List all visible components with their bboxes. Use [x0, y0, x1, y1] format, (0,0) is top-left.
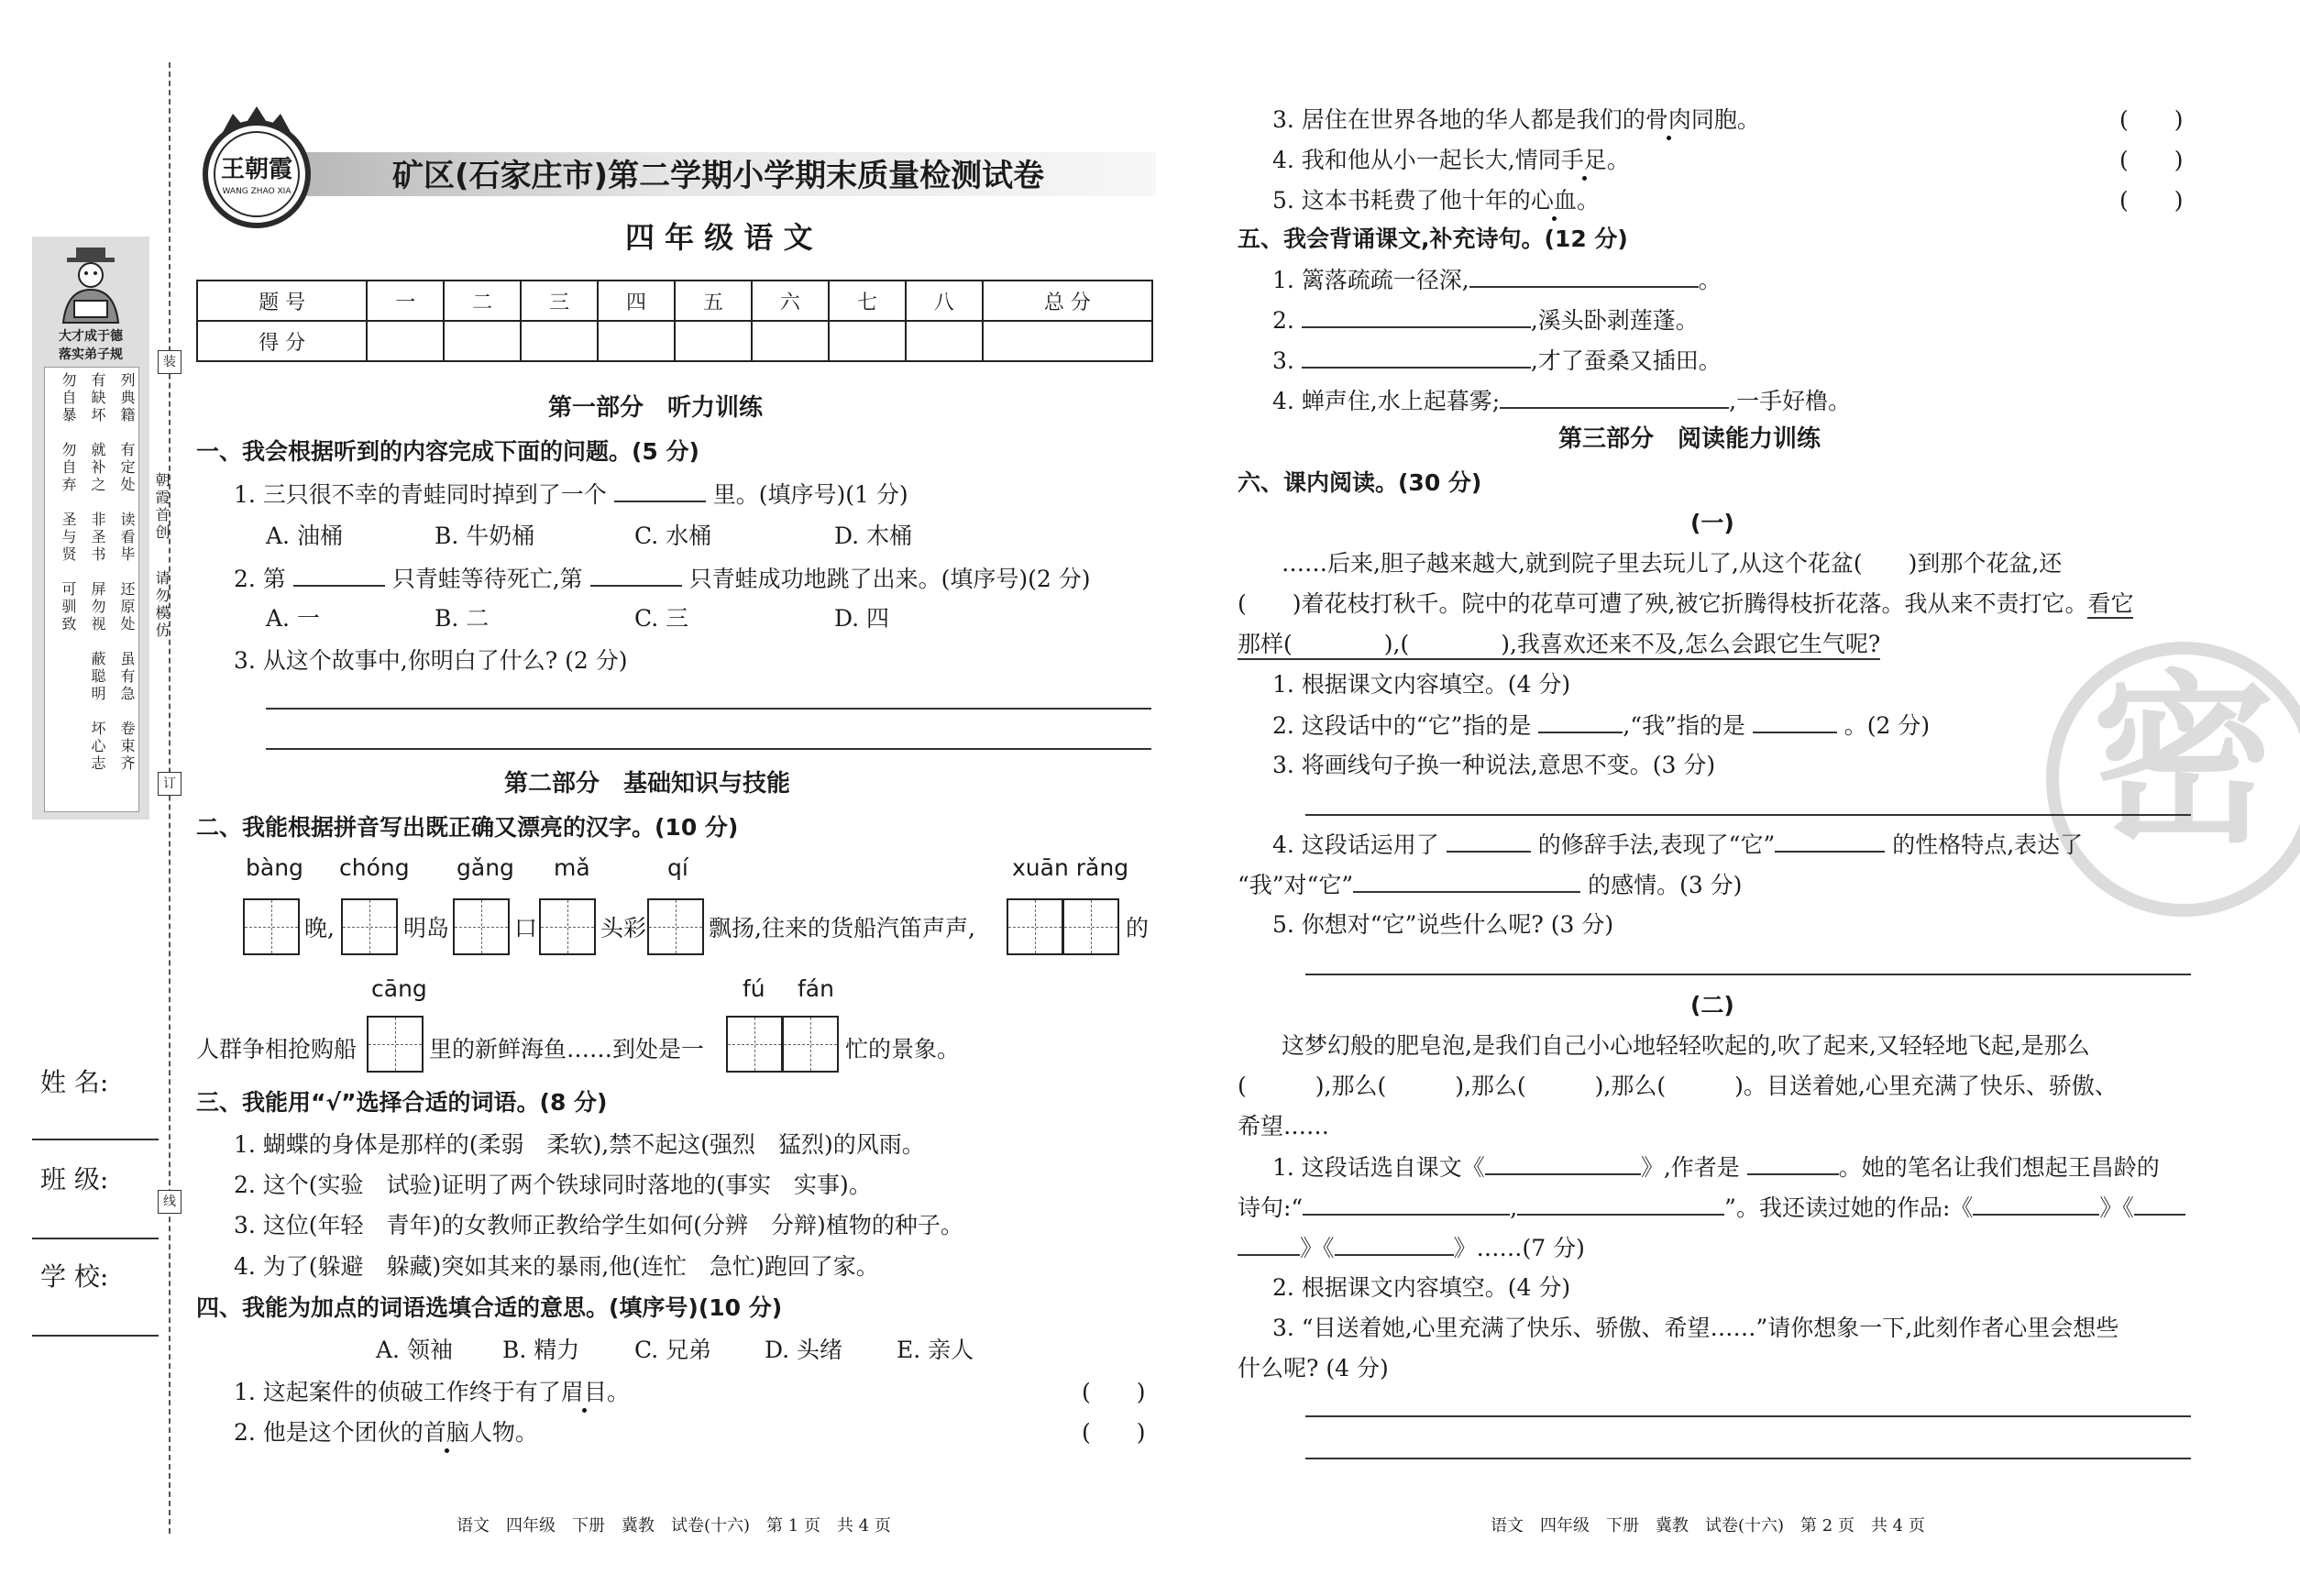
reading2-q1: 1. 这段话选自课文《 》,作者是 。她的笔名让我们想起王昌龄的: [1272, 1154, 2160, 1181]
word-choice-item: 1. 蝴蝶的身体是那样的(柔弱 柔软),禁不起这(强烈 猛烈)的风雨。: [234, 1131, 925, 1158]
option-item: A. 油桶: [266, 523, 343, 549]
section6-heading: 六、课内阅读。(30 分): [1238, 469, 1482, 496]
option-item: D. 木桶: [834, 523, 913, 549]
reading1-q4-blank[interactable]: [1447, 831, 1531, 853]
reading1-q1: 1. 根据课文内容填空。(4 分): [1272, 671, 1571, 698]
rule-text: 虽有急: [118, 651, 136, 703]
score-input-cell[interactable]: [983, 321, 1152, 361]
reading1-q2-blank[interactable]: [1538, 711, 1623, 733]
listen-q1-blank[interactable]: [614, 480, 706, 502]
exam-subject: 四 年 级 语 文: [625, 220, 813, 255]
poem-line: 1. 篱落疏疏一径深, 。: [1272, 267, 1722, 293]
rule-text: 勿自弃: [60, 442, 77, 494]
reading2-text: 这梦幻般的肥皂泡,是我们自己小心地轻轻吹起的,吹了起来,又轻轻地飞起,是那么: [1282, 1032, 2090, 1059]
pinyin: qí: [667, 854, 688, 881]
poem-line: 3. ,才了蚕桑又插田。: [1272, 347, 1722, 374]
reading2-blank[interactable]: [1747, 1153, 1839, 1175]
score-header-cell: 二: [444, 281, 521, 321]
word-choice-item: 2. 这个(实验 试验)证明了两个铁球同时落地的(事实 实事)。: [234, 1172, 872, 1198]
binding-dashed-line: [169, 62, 171, 1534]
word-choice-item: 3. 这位(年轻 青年)的女教师正教给学生如何(分辨 分辩)植物的种子。: [234, 1212, 963, 1238]
score-input-cell[interactable]: [906, 321, 983, 361]
score-header-cell: 七: [829, 281, 906, 321]
copyright-note: 朝霞首创: [153, 472, 171, 542]
score-input-cell[interactable]: [675, 321, 752, 361]
school-label: 学 校:: [40, 1261, 109, 1292]
tianzi-box[interactable]: [1007, 898, 1063, 955]
answer-line[interactable]: [1305, 1458, 2191, 1459]
score-header-cell: 一: [367, 281, 444, 321]
reading2-q1-cont: 诗句:“ , ”。我还读过她的作品:《 》《: [1238, 1194, 2185, 1222]
poem-blank[interactable]: [1302, 306, 1531, 328]
exam-title: 矿区(石家庄市)第二学期小学期末质量检测试卷: [392, 158, 1045, 194]
meaning-q4: 4. 我和他从小一起长大,情同手足。: [1272, 147, 1630, 173]
score-header-cell: 三: [521, 281, 598, 321]
scholar-icon: [54, 246, 127, 325]
binding-mark: 装: [158, 350, 182, 374]
rule-text: 圣与贤: [60, 512, 77, 564]
page1-footer: 语文 四年级 下册 冀教 试卷(十六) 第 1 页 共 4 页: [457, 1516, 891, 1535]
listen-q1: 1. 三只很不幸的青蛙同时掉到了一个 里。(填序号)(1 分): [234, 481, 908, 508]
reading1-q4-blank[interactable]: [1775, 831, 1885, 853]
answer-line[interactable]: [1305, 814, 2191, 816]
class-label: 班 级:: [40, 1164, 109, 1194]
score-input-cell[interactable]: [598, 321, 675, 361]
hanzi-text: 里的新鲜海鱼……到处是一: [429, 1036, 705, 1062]
tianzi-box[interactable]: [647, 898, 704, 955]
reading1-q4-blank[interactable]: [1353, 871, 1580, 893]
option-item: B. 牛奶桶: [435, 523, 535, 549]
hanzi-text: 头彩: [600, 915, 647, 941]
option-item: E. 亲人: [897, 1337, 974, 1363]
reading2-blank[interactable]: [1238, 1234, 1300, 1256]
option-item: C. 三: [634, 605, 689, 632]
rule-text: 勿自暴: [60, 372, 77, 424]
listen-q2: 2. 第 只青蛙等待死亡,第 只青蛙成功地跳了出来。(填序号)(2 分): [234, 566, 1091, 592]
listen-q3: 3. 从这个故事中,你明白了什么? (2 分): [234, 647, 628, 674]
reading2-q1-cont: 》《 》……(7 分): [1238, 1234, 1585, 1262]
page2-footer: 语文 四年级 下册 冀教 试卷(十六) 第 2 页 共 4 页: [1491, 1516, 1925, 1535]
dotted-word: 心血: [1530, 187, 1577, 214]
section4-heading: 四、我能为加点的词语选填合适的意思。(填序号)(10 分): [196, 1294, 783, 1321]
score-label-cell: 得 分: [197, 321, 367, 361]
poem-line: 4. 蝉声住,水上起暮雾; ,一手好橹。: [1272, 388, 1852, 414]
answer-line[interactable]: [266, 748, 1151, 750]
school-input-line[interactable]: [32, 1335, 159, 1337]
logo-name: 王朝霞: [220, 156, 292, 183]
section2-heading: 二、我能根据拼音写出既正确又漂亮的汉字。(10 分): [196, 814, 739, 841]
pinyin: cāng: [371, 975, 427, 1002]
poem-blank[interactable]: [1302, 347, 1531, 369]
reading1-text: ……后来,胆子越来越大,就到院子里去玩儿了,从这个花盆( )到那个花盆,还: [1282, 550, 2063, 577]
hanzi-text: 口: [514, 915, 538, 941]
tianzi-box[interactable]: [782, 1016, 839, 1073]
dotted-word: 眉目: [560, 1379, 607, 1405]
meaning-q1: 1. 这起案件的侦破工作终于有了眉目。: [234, 1379, 630, 1405]
rule-text: 还原处: [118, 581, 136, 633]
answer-line[interactable]: [1305, 974, 2191, 975]
score-table: [196, 280, 1153, 362]
reading2-text: ( ),那么( ),那么( ),那么( )。目送着她,心里充满了快乐、骄傲、: [1238, 1073, 2118, 1099]
motto-line: 落实弟子规: [59, 347, 123, 362]
part2-heading: 第二部分 基础知识与技能: [504, 770, 791, 798]
hanzi-text: 忙的景象。: [845, 1036, 961, 1062]
pinyin: mǎ: [554, 854, 590, 881]
option-item: A. 领袖: [376, 1337, 453, 1363]
reading2-q2: 2. 根据课文内容填空。(4 分): [1272, 1274, 1571, 1301]
score-header-cell: 五: [675, 281, 752, 321]
binding-mark: 订: [158, 772, 182, 796]
confidential-stamp-text: 密: [2092, 653, 2276, 868]
section1-heading: 一、我会根据听到的内容完成下面的问题。(5 分): [196, 438, 699, 465]
score-header-row: [197, 281, 1152, 321]
underlined-sentence: 看它: [2087, 590, 2134, 617]
hanzi-text: 晚,: [304, 915, 335, 941]
part1-heading: 第一部分 听力训练: [548, 394, 764, 422]
tianzi-box[interactable]: [341, 898, 398, 955]
score-header-cell: 八: [906, 281, 983, 321]
section3-heading: 三、我能用“√”选择合适的词语。(8 分): [196, 1089, 608, 1116]
score-input-cell[interactable]: [829, 321, 906, 361]
meaning-q2: 2. 他是这个团伙的首脑人物。: [234, 1419, 538, 1446]
reading1-text: ( )着花枝打秋千。院中的花草可遭了殃,被它折腾得枝折花落。我从来不责打它。看它: [1238, 590, 2134, 617]
hanzi-text: 明岛: [403, 915, 450, 941]
rule-text: 有定处: [118, 442, 136, 494]
tianzi-box[interactable]: [539, 898, 596, 955]
answer-paren[interactable]: ( ): [2119, 106, 2184, 133]
reading2-blank[interactable]: [1973, 1194, 2099, 1216]
option-item: C. 水桶: [634, 523, 712, 549]
rule-text: 有缺坏: [89, 372, 106, 424]
score-header-cell: 总 分: [983, 281, 1152, 321]
motto-line: 大才成于德: [59, 329, 123, 344]
answer-line[interactable]: [1305, 1415, 2191, 1417]
reading1-q4-cont: “我”对“它” 的感情。(3 分): [1238, 872, 1743, 898]
class-input-line[interactable]: [32, 1238, 159, 1239]
hanzi-text: 飘扬,往来的货船汽笛声声,: [709, 915, 975, 941]
poem-blank[interactable]: [1500, 387, 1729, 409]
reading1-q3: 3. 将画线句子换一种说法,意思不变。(3 分): [1272, 752, 1716, 778]
tianzi-box[interactable]: [367, 1016, 424, 1073]
dotted-word: 骨肉: [1645, 106, 1691, 133]
pinyin: bàng: [246, 854, 303, 881]
pinyin: gǎng: [457, 854, 514, 881]
reading2-blank[interactable]: [1303, 1194, 1510, 1216]
pinyin: fú: [743, 975, 765, 1002]
meaning-q5: 5. 这本书耗费了他十年的心血。: [1272, 187, 1600, 214]
rule-text: 列典籍: [118, 372, 136, 424]
option-item: B. 精力: [502, 1337, 580, 1363]
score-input-cell[interactable]: [521, 321, 598, 361]
tianzi-box[interactable]: [243, 898, 300, 955]
part3-heading: 第三部分 阅读能力训练: [1558, 425, 1821, 453]
answer-paren[interactable]: ( ): [1082, 1379, 1146, 1405]
poem-blank[interactable]: [1469, 266, 1699, 288]
reading1-q2: 2. 这段话中的“它”指的是 ,“我”指的是 。(2 分): [1272, 712, 1931, 739]
rule-text: 就补之: [89, 442, 106, 494]
dotted-word: 首脑: [423, 1419, 469, 1446]
pinyin: xuān rǎng: [1012, 854, 1129, 881]
option-item: D. 头绪: [765, 1337, 843, 1363]
rule-text: 可驯致: [60, 581, 77, 633]
pinyin: fán: [798, 975, 834, 1002]
rule-text: 蔽聪明: [89, 651, 106, 703]
reading1-q5: 5. 你想对“它”说些什么呢? (3 分): [1272, 911, 1614, 938]
logo-subtitle: WANG ZHAO XIA: [222, 187, 292, 196]
answer-paren[interactable]: ( ): [2119, 187, 2184, 214]
tianzi-box[interactable]: [726, 1016, 783, 1073]
binding-mark: 线: [158, 1190, 182, 1214]
poem-line: 2. ,溪头卧剥莲蓬。: [1272, 307, 1699, 334]
score-value-row: [197, 321, 1152, 361]
reading2-title: (二): [1690, 992, 1734, 1018]
reading2-q3: 3. “目送着她,心里充满了快乐、骄傲、希望……”请你想象一下,此刻作者心里会想些: [1272, 1315, 2119, 1341]
copyright-note: 请勿模仿: [153, 570, 171, 640]
meaning-q3: 3. 居住在世界各地的华人都是我们的骨肉同胞。: [1272, 106, 1760, 133]
score-header-cell: 六: [752, 281, 829, 321]
score-input-cell[interactable]: [444, 321, 521, 361]
answer-paren[interactable]: ( ): [1082, 1419, 1146, 1446]
reading1-q2-blank[interactable]: [1753, 711, 1837, 733]
score-input-cell[interactable]: [752, 321, 829, 361]
rule-text: 读看毕: [118, 512, 136, 564]
reading2-blank[interactable]: [1517, 1194, 1724, 1216]
hanzi-text: 的: [1126, 915, 1150, 941]
listen-q2-blank[interactable]: [590, 565, 682, 587]
option-item: D. 四: [834, 605, 890, 632]
option-item: C. 兄弟: [634, 1337, 712, 1363]
dotted-word: 手足: [1560, 147, 1607, 173]
score-input-cell[interactable]: [367, 321, 444, 361]
reading2-text: 希望……: [1238, 1113, 1330, 1139]
reading2-blank[interactable]: [1485, 1153, 1641, 1175]
name-input-line[interactable]: [32, 1139, 159, 1140]
reading2-q3-cont: 什么呢? (4 分): [1238, 1355, 1389, 1381]
answer-paren[interactable]: ( ): [2119, 147, 2184, 173]
option-item: B. 二: [435, 605, 490, 632]
option-item: A. 一: [266, 605, 320, 632]
pinyin: chóng: [339, 854, 410, 881]
reading1-text: 那样( ),( ),我喜欢还来不及,怎么会跟它生气呢?: [1238, 631, 1880, 660]
tianzi-box[interactable]: [1062, 898, 1119, 955]
reading1-q4: 4. 这段话运用了 的修辞手法,表现了“它” 的性格特点,表达了: [1272, 831, 2084, 858]
rule-text: 卷束齐: [118, 721, 136, 773]
hanzi-text: 人群争相抢购船: [196, 1036, 358, 1062]
name-label: 姓 名:: [40, 1067, 109, 1097]
rule-text: 坏心志: [89, 721, 106, 773]
word-choice-item: 4. 为了(躲避 躲藏)突如其来的暴雨,他(连忙 急忙)跑回了家。: [234, 1253, 879, 1280]
score-header-cell: 题 号: [197, 281, 367, 321]
rule-text: 非圣书: [89, 512, 106, 564]
answer-line[interactable]: [266, 708, 1151, 710]
reading2-blank[interactable]: [1335, 1234, 1454, 1256]
reading2-blank[interactable]: [2134, 1194, 2185, 1216]
section5-heading: 五、我会背诵课文,补充诗句。(12 分): [1238, 226, 1628, 252]
listen-q2-blank[interactable]: [293, 565, 385, 587]
tianzi-box[interactable]: [453, 898, 510, 955]
reading1-title: (一): [1690, 510, 1734, 536]
score-header-cell: 四: [598, 281, 675, 321]
rule-text: 屏勿视: [89, 581, 106, 633]
